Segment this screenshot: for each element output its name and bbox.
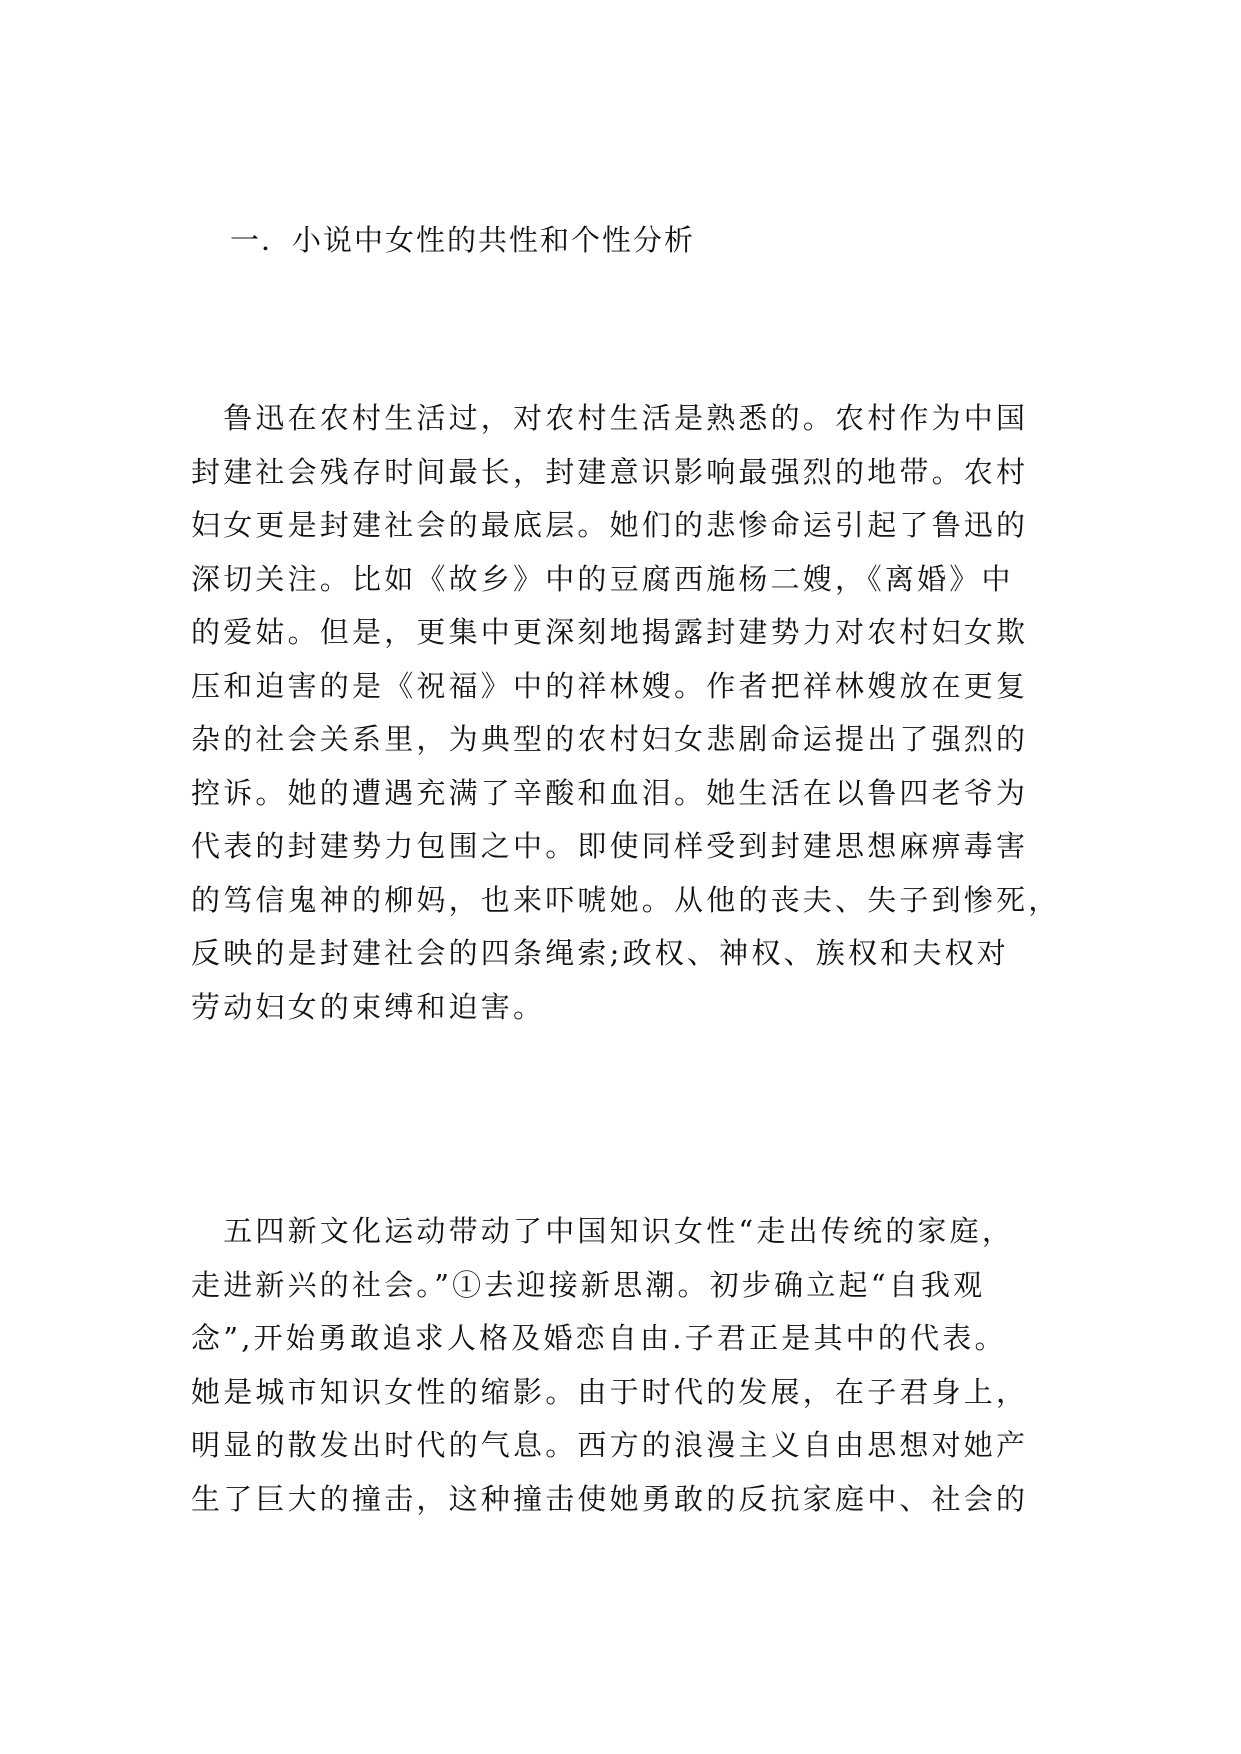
paragraph-line: 控诉。她的遭遇充满了辛酸和血泪。她生活在以鲁四老爷为 — [191, 775, 1029, 810]
paragraph-line: 杂的社会关系里，为典型的农村妇女悲剧命运提出了强烈的 — [191, 722, 1029, 756]
paragraph-line: 明显的散发出时代的气息。西方的浪漫主义自由思想对她产 — [191, 1428, 1029, 1462]
paragraph-line: 的笃信鬼神的柳妈，也来吓唬她。从他的丧夫、失子到惨死， — [191, 882, 1061, 917]
section-heading: 一．小说中女性的共性和个性分析 — [230, 223, 696, 257]
paragraph-line: 反映的是封建社会的四条绳索;政权、神权、族权和夫权对 — [191, 936, 1009, 970]
paragraph-line: 封建社会残存时间最长，封建意识影响最强烈的地带。农村 — [191, 454, 1029, 489]
paragraph-line: 劳动妇女的束缚和迫害。 — [191, 989, 546, 1024]
paragraph-line: 的爱姑。但是，更集中更深刻地揭露封建势力对农村妇女欺 — [191, 615, 1029, 649]
paragraph-line: 妇女更是封建社会的最底层。她们的悲惨命运引起了鲁迅的 — [191, 508, 1029, 542]
paragraph-line: 她是城市知识女性的缩影。由于时代的发展，在子君身上， — [191, 1374, 1029, 1409]
paragraph-line: 鲁迅在农村生活过，对农村生活是熟悉的。农村作为中国 — [191, 401, 1029, 435]
paragraph-line: 压和迫害的是《祝福》中的祥林嫂。作者把祥林嫂放在更复 — [191, 668, 1029, 703]
paragraph-line: 五四新文化运动带动了中国知识女性“走出传统的家庭， — [191, 1214, 1015, 1248]
paragraph-line: 生了巨大的撞击，这种撞击使她勇敢的反抗家庭中、社会的 — [191, 1481, 1029, 1516]
paragraph-2 — [191, 1205, 1061, 1526]
paragraph-line: 念”,开始勇敢追求人格及婚恋自由.子君正是其中的代表。 — [191, 1321, 1007, 1355]
paragraph-line: 深切关注。比如《故乡》中的豆腐西施杨二嫂，《离婚》中 — [191, 561, 1014, 596]
paragraph-line: 走进新兴的社会。”①去迎接新思潮。初步确立起“自我观 — [191, 1267, 986, 1302]
paragraph-line: 代表的封建势力包围之中。即使同样受到封建思想麻痹毒害 — [191, 829, 1029, 863]
paragraph-1 — [191, 392, 1061, 1034]
